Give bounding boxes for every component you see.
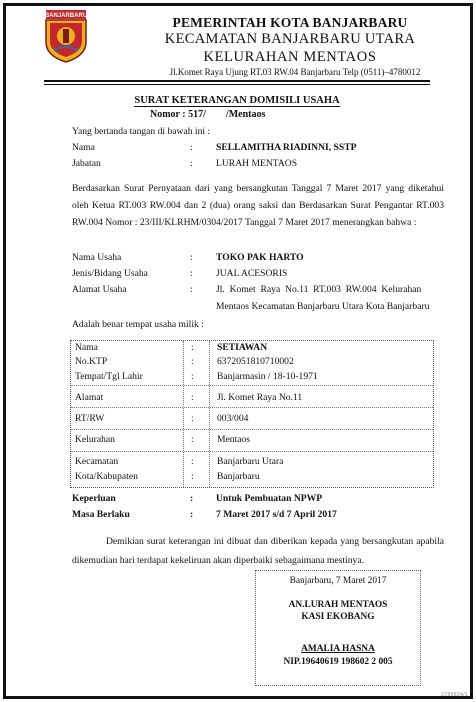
owner-table [70,340,434,488]
signer-name-value: SELLAMITHA RIADINNI, SSTP [216,142,357,153]
table-rule [71,429,433,430]
owner-name-label: Nama [75,342,98,353]
table-rule [71,451,433,452]
business-name-label: Nama Usaha [72,252,122,263]
owner-name-value: SETIAWAN [217,342,268,353]
document-number: Nomor : 517/ /Mentaos [150,109,266,120]
colon: : [190,158,193,169]
owner-birth-value: Banjarmasin / 18-10-1971 [217,371,318,382]
document-title [58,95,416,106]
validity-label: Masa Berlaku [72,509,130,520]
signature-name: AMALIA HASNA [301,644,375,654]
colon: : [191,413,194,424]
colon: : [191,342,194,353]
signature-on-behalf: AN.LURAH MENTAOS [288,600,388,610]
footer-stamp: 2786834/1 [440,692,468,698]
validity-value: 7 Maret 2017 s/d 7 April 2017 [216,509,337,520]
owner-rtrw-label: RT/RW [75,413,105,424]
owner-kota-label: Kota/Kabupaten [75,471,138,482]
colon: : [190,509,194,520]
business-name-value: TOKO PAK HARTO [216,252,304,263]
signature-role: KASI EKOBANG [301,612,375,622]
owner-kecamatan-value: Banjarbaru Utara [217,456,284,467]
purpose-value: Untuk Pembuatan NPWP [216,493,323,504]
header-line2: KECAMATAN BANJARBARU UTARA [164,31,416,47]
colon: : [191,356,194,367]
signer-name-label: Nama [72,142,95,153]
owner-address-label: Alamat [75,392,104,403]
purpose-label: Keperluan [72,493,116,504]
colon: : [190,284,193,295]
table-rule [71,407,433,408]
business-type-label: Jenis/Bidang Usaha [72,268,148,279]
colon: : [191,371,194,382]
business-address-line1: Jl. Komet Raya No.11 RT.003 RW.004 Kelurahan [216,284,422,295]
colon: : [190,493,194,504]
signer-position-value: LURAH MENTAOS [216,158,298,169]
header-line1: PEMERINTAH KOTA BANJARBARU [172,15,408,30]
header-rule [44,80,430,82]
table-rule [71,385,433,386]
city-logo [44,8,88,64]
owner-birth-label: Tempat/Tgl Lahir [75,371,143,382]
owner-kecamatan-label: Kecamatan [75,456,119,467]
intro-text: Yang bertanda tangan di bawah ini : [72,126,211,137]
closing-paragraph: Demikian surat keterangan ini dibuat dan diberikan kepada yang bersangkutan apabila dikemudian hari terdapat kekeliruan akan diperbaiki sebagaimana mestinya. [72,536,444,566]
owner-kelurahan-label: Kelurahan [75,434,115,445]
owner-ktp-value: 6372051810710002 [217,356,294,367]
table-divider [209,341,210,487]
colon: : [191,471,194,482]
owner-rtrw-value: 003/004 [217,413,249,424]
document-title-text: SURAT KETERANGAN DOMISILI USAHA [134,95,340,106]
table-divider [183,341,184,487]
colon: : [190,268,193,279]
business-address-line2: Mentaos Kecamatan Banjarbaru Utara Kota Banjarbaru [216,301,430,312]
business-address-label: Alamat Usaha [72,284,127,295]
colon: : [190,142,193,153]
owner-intro: Adalah benar tempat usaha milik : [72,319,204,330]
signature-nip: NIP.19640619 198602 2 005 [283,657,393,667]
logo-text: BANJARBARU [44,13,88,19]
business-type-value: JUAL ACESORIS [216,268,288,279]
header-line3: KELURAHAN MENTAOS [203,49,377,65]
signer-position-label: Jabatan [72,158,101,169]
colon: : [190,252,193,263]
header-rule-thin [44,84,430,85]
owner-kota-value: Banjarbaru [217,471,260,482]
signature-box [255,570,421,686]
colon: : [191,392,194,403]
colon: : [191,434,194,445]
colon: : [191,456,194,467]
owner-kelurahan-value: Mentaos [217,434,251,445]
owner-address-value: Jl. Komet Raya No.11 [217,392,303,403]
statement-paragraph: Berdasarkan Surat Pernyataan dari yang bersangkutan Tanggal 7 Maret 2017 yang diketahui oleh Ketua RT.003 RW.004 dan 2 (dua) orang saksi dan Berdasarkan Surat Pengantar RT.003 RW.004 Nomor : 23/III/KLRHM/0304/2017 Tanggal 7 Maret 2017 menerangkan bahwa : [72,183,444,228]
owner-ktp-label: No.KTP [75,356,108,367]
signature-place-date: Banjarbaru, 7 Maret 2017 [289,576,387,586]
header-address: Jl.Komet Raya Ujung RT.03 RW.04 Banjarbaru Telp (0511)–4780012 [169,67,421,77]
